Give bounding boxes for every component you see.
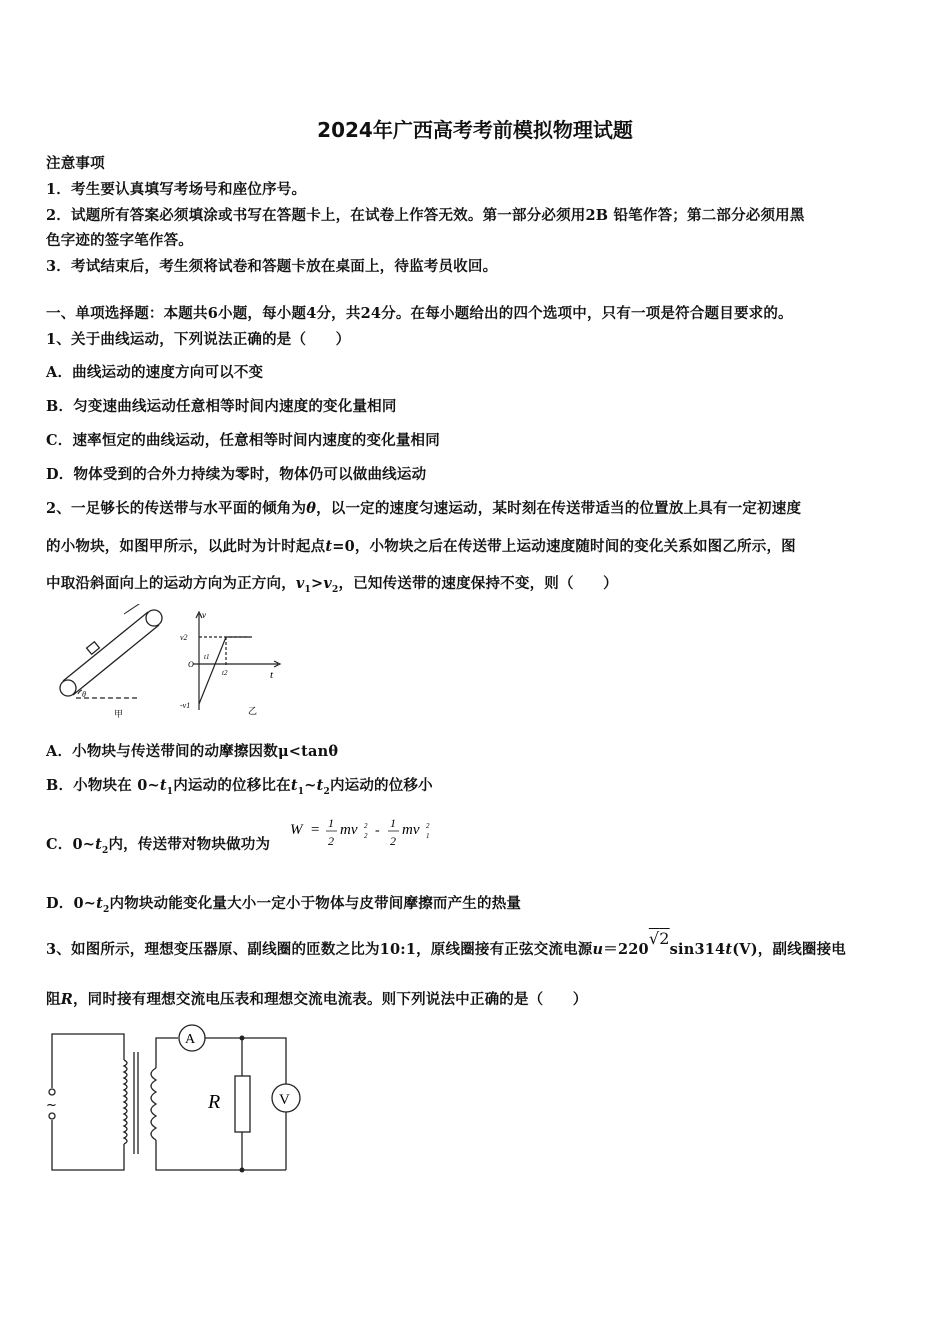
source-terminal-bottom — [49, 1113, 55, 1119]
conveyor-belt-diagram — [60, 604, 162, 698]
secondary-wire-bottom — [156, 1140, 286, 1170]
q2-line-1: 2、一足够长的传送带与水平面的倾角为θ，以一定的速度匀速运动，某时刻在传送带适当的位置放上具有一定初速度 — [46, 500, 802, 517]
resistor-body — [235, 1076, 250, 1132]
formula-minus: - — [375, 823, 380, 838]
page-title: 2024年广西高考考前模拟物理试题 — [317, 118, 633, 142]
axis-v-label: v — [202, 610, 206, 620]
ammeter-label: A — [185, 1032, 196, 1047]
formula-sup-2a: 2 — [364, 822, 368, 830]
notice-item-3: 3．考试结束后，考生须将试卷和答题卡放在桌面上，待监考员收回。 — [46, 258, 498, 275]
theta-label: θ — [82, 690, 86, 699]
q1-option-c: C．速率恒定的曲线运动，任意相等时间内速度的变化量相同 — [46, 432, 440, 449]
primary-wire-top — [52, 1034, 124, 1088]
q1-option-b: B．匀变速曲线运动任意相等时间内速度的变化量相同 — [46, 398, 397, 415]
ac-source-icon: ~ — [46, 1098, 57, 1113]
formula-half-num-2: 1 — [390, 816, 396, 830]
label-yi: 乙 — [248, 707, 258, 717]
secondary-wire-top-right — [205, 1038, 286, 1084]
q2-line-2: 的小物块，如图甲所示，以此时为计时起点t=0，小物块之后在传送带上运动速度随时间的变化关系如图乙所示，图 — [46, 538, 796, 555]
notice-heading: 注意事项 — [46, 155, 105, 172]
formula-sub-1: 1 — [426, 832, 430, 840]
secondary-coil — [151, 1068, 156, 1140]
q2-option-c: C．$0\sim t_2$内，传送带对物块做功为 — [46, 836, 271, 856]
q3-line-2: 阻R，同时接有理想交流电压表和理想交流电流表。则下列说法中正确的是（ ） — [46, 991, 588, 1008]
label-jia: 甲 — [114, 710, 124, 720]
formula-mv-1: mv — [340, 822, 358, 838]
section-heading: 一、单项选择题：本题共6小题，每小题4分，共24分。在每小题给出的四个选项中，只有一项是符合题目要求的。 — [46, 305, 793, 322]
q2-option-a: A．小物块与传送带间的动摩擦因数μ<tanθ — [46, 743, 339, 760]
q1-option-a: A．曲线运动的速度方向可以不变 — [46, 364, 264, 381]
formula-mv-2: mv — [402, 822, 420, 838]
t1-label: t1 — [204, 653, 210, 661]
formula-half-num-1: 1 — [328, 816, 334, 830]
resistor-label: R — [208, 1091, 221, 1113]
voltmeter-label: V — [279, 1092, 290, 1108]
primary-coil — [124, 1060, 127, 1144]
formula-half-den-2: 2 — [390, 834, 396, 848]
axis-t-label: t — [270, 669, 274, 681]
q1-option-d: D．物体受到的合外力持续为零时，物体仍可以做曲线运动 — [46, 466, 427, 483]
q3-circuit — [46, 1024, 306, 1174]
notice-item-1: 1．考生要认真填写考场号和座位序号。 — [46, 181, 307, 198]
velocity-time-graph — [193, 612, 280, 710]
junction-bottom — [240, 1168, 245, 1173]
q2-figure — [46, 604, 296, 722]
t2-label: t2 — [222, 669, 228, 677]
formula-half-den-1: 2 — [328, 834, 334, 848]
junction-top — [240, 1036, 245, 1041]
notice-item-2-cont: 色字迹的签字笔作答。 — [46, 232, 193, 249]
q3-line-1: 3、如图所示，理想变压器原、副线圈的匝数之比为10:1，原线圈接有正弦交流电源u＝220√2sin314t(V)，副线圈接电 — [46, 929, 847, 958]
notice-item-2: 2．试题所有答案必须填涂或书写在答题卡上，在试卷上作答无效。第一部分必须用2B 铅笔作答；第二部分必须用黑 — [46, 207, 805, 224]
minus-v1-label: -v1 — [180, 701, 191, 710]
q2-line-3: 中取沿斜面向上的运动方向为正方向，$v_1>v_2$，已知传送带的速度保持不变，则（ ） — [46, 575, 618, 595]
v2-label: v2 — [180, 633, 188, 642]
q1-stem: 1、关于曲线运动，下列说法正确的是（ ） — [46, 331, 351, 348]
origin-label: O — [188, 660, 194, 669]
formula-w: W — [290, 822, 303, 838]
work-formula — [288, 814, 438, 856]
q2-option-d: D．$0\sim t_2$内物块动能变化量大小一定小于物体与皮带间摩擦而产生的热量 — [46, 895, 522, 915]
formula-equals: = — [310, 822, 321, 838]
q2-option-b: B．小物块在 $0\sim t_1$内运动的位移比在$t_1\sim t_2$内运动的位移小 — [46, 777, 433, 797]
source-terminal-top — [49, 1089, 55, 1095]
formula-sup-2b: 2 — [426, 822, 430, 830]
secondary-wire-top-left — [156, 1038, 178, 1068]
sqrt-symbol: √2 — [648, 929, 670, 948]
formula-sub-2: 2 — [364, 832, 368, 840]
primary-wire-bottom — [52, 1120, 124, 1170]
